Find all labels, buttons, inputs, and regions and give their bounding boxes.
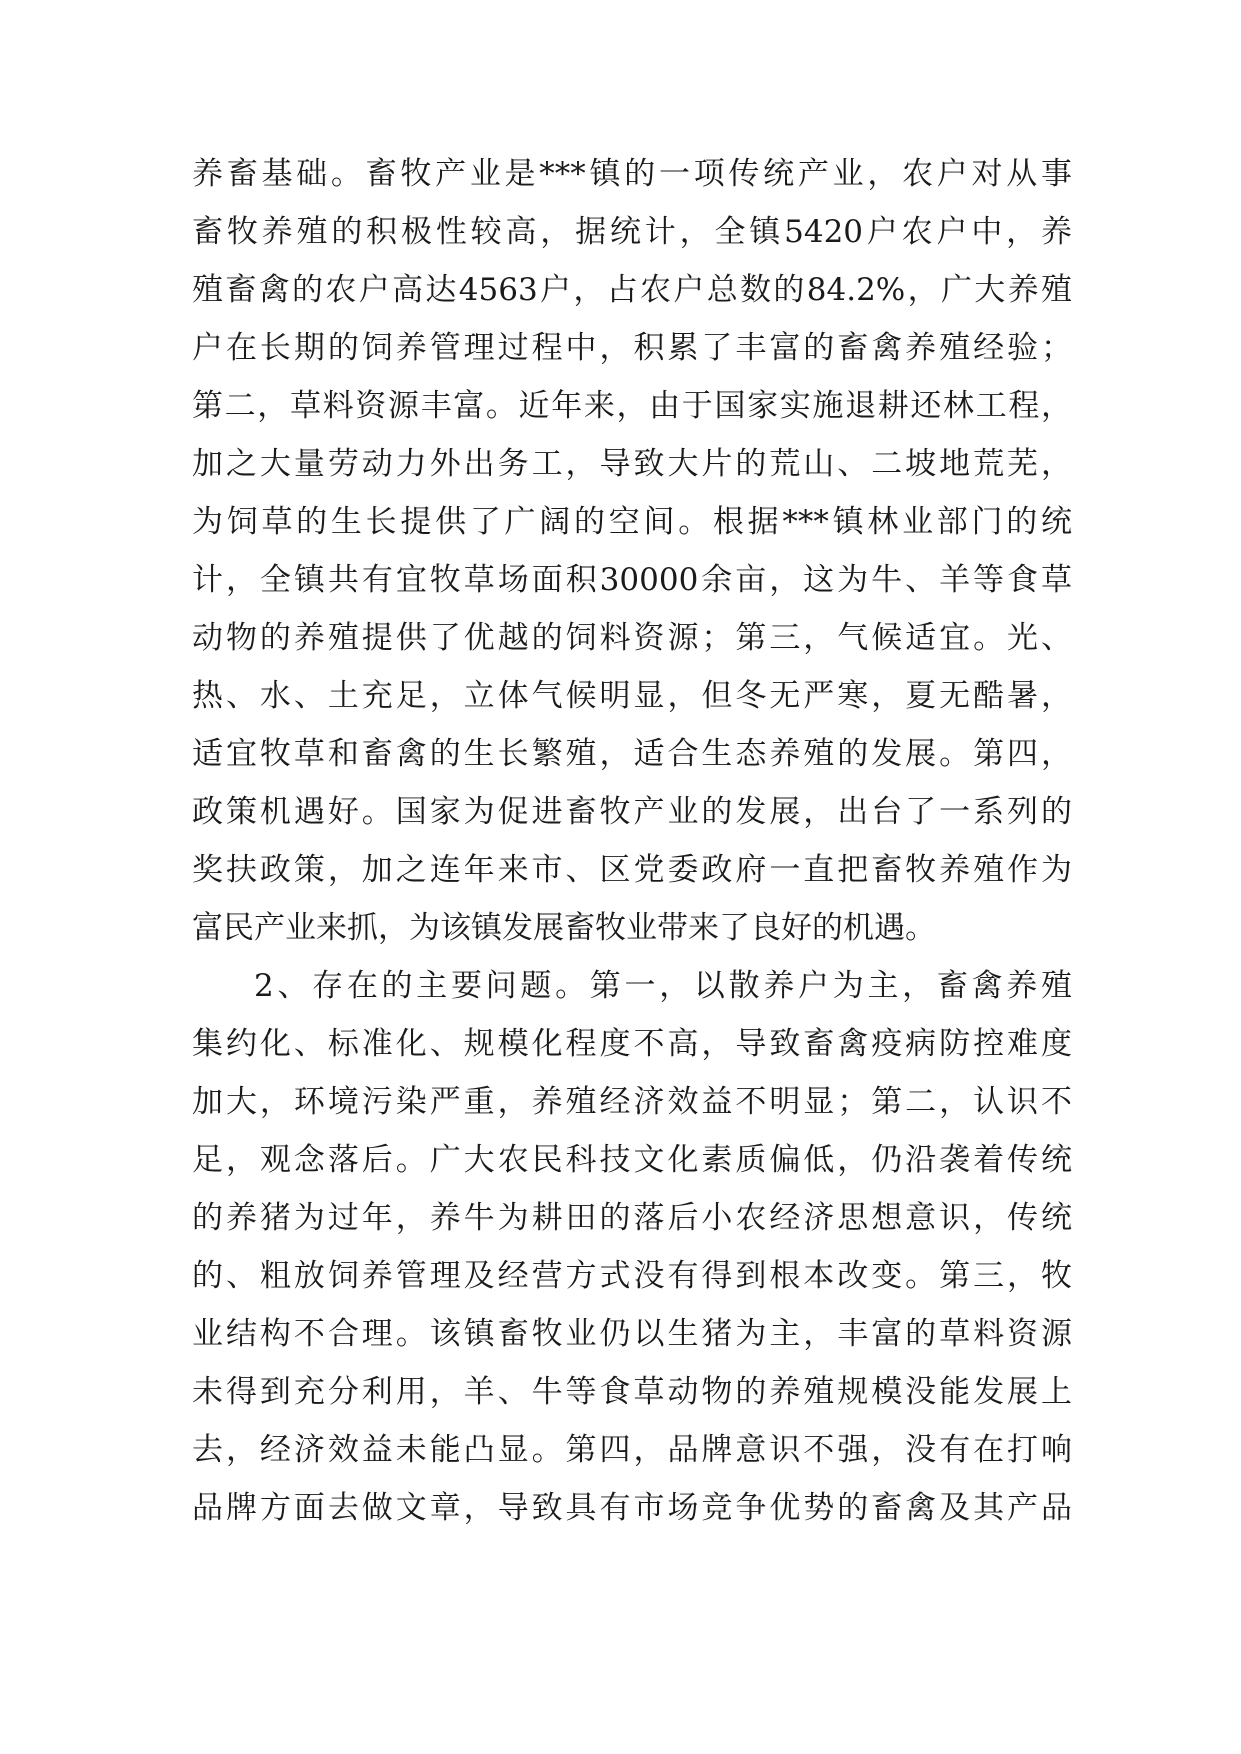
text-line-13: 奖扶政策，加之连年来市、区党委政府一直把畜牧养殖作为 (192, 852, 1072, 888)
text-line-23: 去，经济效益未能凸显。第四，品牌意识不强，没有在打响 (192, 1432, 1072, 1468)
text-line-2: 畜牧养殖的积极性较高，据统计，全镇5420户农户中，养 (192, 214, 1072, 250)
text-line-15: 2、存在的主要问题。第一，以散养户为主，畜禽养殖 (254, 968, 1072, 1004)
text-line-18: 足，观念落后。广大农民科技文化素质偏低，仍沿袭着传统 (192, 1142, 1072, 1178)
text-line-7: 为饲草的生长提供了广阔的空间。根据***镇林业部门的统 (192, 504, 1072, 540)
text-line-17: 加大，环境污染严重，养殖经济效益不明显；第二，认识不 (192, 1084, 1072, 1120)
text-line-24: 品牌方面去做文章，导致具有市场竞争优势的畜禽及其产品 (192, 1490, 1072, 1526)
text-line-22: 未得到充分利用，羊、牛等食草动物的养殖规模没能发展上 (192, 1374, 1072, 1410)
text-line-8: 计，全镇共有宜牧草场面积30000余亩，这为牛、羊等食草 (192, 562, 1072, 598)
text-line-16: 集约化、标准化、规模化程度不高，导致畜禽疫病防控难度 (192, 1026, 1072, 1062)
text-line-20: 的、粗放饲养管理及经营方式没有得到根本改变。第三，牧 (192, 1258, 1072, 1294)
text-line-6: 加之大量劳动力外出务工，导致大片的荒山、二坡地荒芜， (192, 446, 1072, 482)
text-line-19: 的养猪为过年，养牛为耕田的落后小农经济思想意识，传统 (192, 1200, 1072, 1236)
text-line-14: 富民产业来抓，为该镇发展畜牧业带来了良好的机遇。 (192, 910, 936, 946)
text-line-21: 业结构不合理。该镇畜牧业仍以生猪为主，丰富的草料资源 (192, 1316, 1072, 1352)
body-text (192, 145, 1072, 1537)
text-line-11: 适宜牧草和畜禽的生长繁殖，适合生态养殖的发展。第四， (192, 736, 1072, 772)
text-line-10: 热、水、土充足，立体气候明显，但冬无严寒，夏无酷暑， (192, 678, 1072, 714)
text-line-5: 第二，草料资源丰富。近年来，由于国家实施退耕还林工程， (192, 388, 1072, 424)
text-line-3: 殖畜禽的农户高达4563户，占农户总数的84.2%，广大养殖 (192, 272, 1072, 308)
text-line-1: 养畜基础。畜牧产业是***镇的一项传统产业，农户对从事 (192, 156, 1072, 192)
text-line-9: 动物的养殖提供了优越的饲料资源；第三，气候适宜。光、 (192, 620, 1072, 656)
text-line-12: 政策机遇好。国家为促进畜牧产业的发展，出台了一系列的 (192, 794, 1072, 830)
text-line-4: 户在长期的饲养管理过程中，积累了丰富的畜禽养殖经验； (192, 330, 1072, 366)
